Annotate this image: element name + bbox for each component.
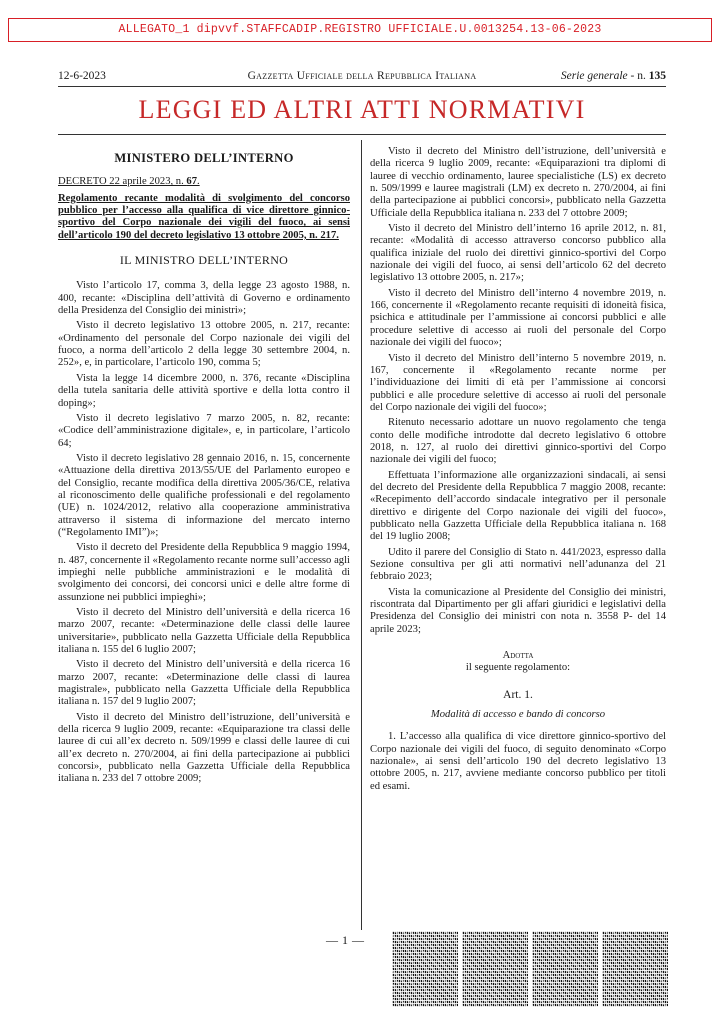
preamble-paragraph: Vista la comunicazione al Presidente del Consiglio dei ministri, riscontrata dal Dipartimento per gli affari giuridici e legislativi della Presidenza del Consiglio dei ministri con nota n. 3558 P- del 14 aprile 2023; — [370, 586, 666, 635]
decree-ref-text: DECRETO 22 aprile 2023, n. — [58, 176, 187, 188]
article-paragraph: 1. L’accesso alla qualifica di vice direttore ginnico-sportivo del Corpo nazionale dei vigili del fuoco, di seguito denominato «Corpo nazionale», ai sensi dell’articolo 190 del decreto legislativo 13 ottobre 2005, n. 217, avviene mediante concorso pubblico per titoli ed esami. — [370, 731, 666, 792]
series-info — [561, 70, 666, 82]
preamble-paragraph: Visto il decreto legislativo 13 ottobre 2005, n. 217, recante: «Ordinamento del personale del Corpo nazionale dei vigili del fuoco, a norma dell’articolo 2 della legge 30 settembre 2004, n. 252», e, in particolare, l’articolo 190, comma 5; — [58, 320, 350, 369]
preamble-paragraph: Visto il decreto del Ministro dell’istruzione, dell’università e della ricerca 9 luglio 2009, recante: «Equiparazioni tra diplomi di lauree di vecchio ordinamento, lauree specialistiche (LS) ex decreto n. 509/1999 e lauree magistrali (LM) ex decreto n. 270/2004, ai fini della partecipazione ai pubblici concorsi», pubblicato nella Gazzetta Ufficiale della Repubblica italiana n. 233 del 7 ottobre 2009; — [370, 146, 666, 219]
decree-ref-end: . — [196, 176, 200, 188]
issue-number: 135 — [648, 70, 666, 82]
preamble-paragraph: Visto il decreto del Ministro dell’interno 4 novembre 2019, n. 166, concernente il «Regolamento recante requisiti di idoneità fisica, psichica e attitudinale per l’ammissione ai concorsi pubblici e alle procedure selettive di accesso ai ruoli del personale del Corpo nazionale dei vigili del fuoco»; — [370, 287, 666, 349]
preamble-paragraph: Ritenuto necessario adottare un nuovo regolamento che tenga conto delle modifiche introdotte dal decreto legislativo 6 ottobre 2018, n. 127, al ruolo dei direttivi ginnico-sportivi del Corpo nazionale dei vigili del fuoco; — [370, 417, 666, 466]
issue-date: 12-6-2023 — [58, 70, 106, 82]
preamble-paragraph: Visto il decreto del Ministro dell’università e della ricerca 16 marzo 2007, recante: «Determinazione delle classi delle lauree universitarie», pubblicato nella Gazzetta Ufficiale della Repubblica italiana n. 155 del 6 luglio 2007; — [58, 607, 350, 656]
preamble-paragraph: Vista la legge 14 dicembre 2000, n. 376, recante «Disciplina della tutela sanitaria delle attività sportive e della lotta contro il doping»; — [58, 372, 350, 409]
preamble-paragraph: Visto il decreto del Ministro dell’interno 16 aprile 2012, n. 81, recante: «Modalità di accesso attraverso concorso pubblico alla qualifica iniziale del ruolo dei direttivi ginnico-sportivi del Corpo nazionale dei vigili del fuoco, ai sensi dell’articolo 62 del decreto legislativo 13 ottobre 2005, n. 217»; — [370, 223, 666, 284]
header-rule — [58, 86, 666, 87]
2d-barcode-icon — [602, 931, 668, 1007]
preamble-paragraph: Visto il decreto del Ministro dell’interno 5 novembre 2019, n. 167, concernente il «Regolamento recante norme per l’individuazione dei limiti di età per l’ammissione ai concorsi pubblici e alle procedure selettive di accesso ai ruoli del personale del Corpo nazionale dei vigili del fuoco»; — [370, 352, 666, 413]
preamble-paragraph: Visto il decreto del Ministro dell’istruzione, dell’università e della ricerca 9 luglio 2009, recante: «Equiparazione tra classi delle lauree di cui all’ex decreto n. 509/1999 e classi delle lauree di cui all’ex decreto n. 270/2004, ai fini della partecipazione ai pubblici concorsi», pubblicato nella Gazzetta Ufficiale della Repubblica italiana n. 233 del 7 ottobre 2009; — [58, 711, 350, 785]
preamble-paragraph: Visto il decreto legislativo 7 marzo 2005, n. 82, recante: «Codice dell’amministrazione digitale», e, in particolare, l’articolo 64; — [58, 412, 350, 449]
protocol-stamp: ALLEGATO_1 dipvvf.STAFFCADIP.REGISTRO UFFICIALE.U.0013254.13-06-2023 — [8, 18, 712, 42]
2d-barcode-icon — [392, 931, 458, 1007]
preamble-paragraph: Effettuata l’informazione alle organizzazioni sindacali, ai sensi del decreto del Presidente della Repubblica 7 maggio 2008, recante: «Recepimento dell’accordo sindacale integrativo per il personale direttivo e dirigente del Corpo nazionale dei vigili del fuoco», pubblicato nella Gazzetta Ufficiale della Repubblica italiana n. 168 del 19 luglio 2008; — [370, 469, 666, 543]
series-label: Serie generale — [560, 70, 628, 82]
preamble-paragraph: Visto il decreto legislativo 28 gennaio 2016, n. 15, concernente «Attuazione della direttiva 2013/55/UE del Parlamento europeo e del Consiglio, recante modifica della direttiva 2005/36/CE, relativa al riconoscimento delle qualifiche professionali e del regolamento (UE) n. 1024/2012, relativo alla cooperazione amministrativa attraverso il sistema di informazione del mercato interno (“Regolamento IMI”)»; — [58, 452, 350, 538]
running-header — [58, 70, 666, 84]
journal-title: Gazzetta Ufficiale della Repubblica Italiana — [247, 70, 477, 82]
section-title: LEGGI ED ALTRI ATTI NORMATIVI — [138, 95, 586, 124]
minister-heading: IL MINISTRO DELL’INTERNO — [119, 253, 289, 268]
article-number: Art. 1. — [503, 688, 533, 701]
adopts-subheading: il seguente regolamento: — [465, 662, 571, 674]
decree-reference — [58, 176, 350, 188]
2d-barcode-icon — [462, 931, 528, 1007]
left-column — [58, 146, 350, 789]
series-separator: - n. — [627, 70, 649, 82]
decree-title: Regolamento recante modalità di svolgimento del concorso pubblico per l’accesso alla qualifica di vice direttore ginnico-sportivo del Corpo nazionale dei vigili del fuoco, ai sensi dell’articolo 190 del decreto legislativo 13 ottobre 2005, n. 217. — [58, 192, 350, 241]
column-divider — [361, 140, 362, 930]
preamble-paragraph: Visto l’articolo 17, comma 3, della legge 23 agosto 1988, n. 400, recante: «Disciplina dell’attività di Governo e ordinamento della Presidenza del Consiglio dei ministri»; — [58, 280, 350, 317]
adopts-heading: Adotta — [502, 650, 534, 662]
preamble-paragraph: Udito il parere del Consiglio di Stato n. 441/2023, espresso dalla Sezione consultiva per gli atti normativi nell’adunanza del 21 febbraio 2023; — [370, 546, 666, 583]
article-heading: Modalità di accesso e bando di concorso — [430, 709, 606, 721]
section-rule — [58, 134, 666, 135]
2d-barcode-icon — [532, 931, 598, 1007]
preamble-paragraph: Visto il decreto del Ministro dell’università e della ricerca 16 marzo 2007, recante: «Determinazione delle classi di laurea magistrale», pubblicato nella Gazzetta Ufficiale della Repubblica italiana n. 157 del 9 luglio 2007; — [58, 659, 350, 708]
page-number: — 1 — — [326, 933, 365, 947]
right-column — [370, 146, 666, 796]
ministry-heading: MINISTERO DELL’INTERNO — [114, 151, 294, 165]
preamble-paragraph: Visto il decreto del Presidente della Repubblica 9 maggio 1994, n. 487, concernente il «Regolamento recante norme sull’accesso agli impieghi nelle pubbliche amministrazioni e le modalità di svolgimento dei concorsi, dei concorsi unici e delle altre forme di assunzione nei pubblici impieghi»; — [58, 542, 350, 603]
decree-number: 67 — [186, 176, 197, 188]
